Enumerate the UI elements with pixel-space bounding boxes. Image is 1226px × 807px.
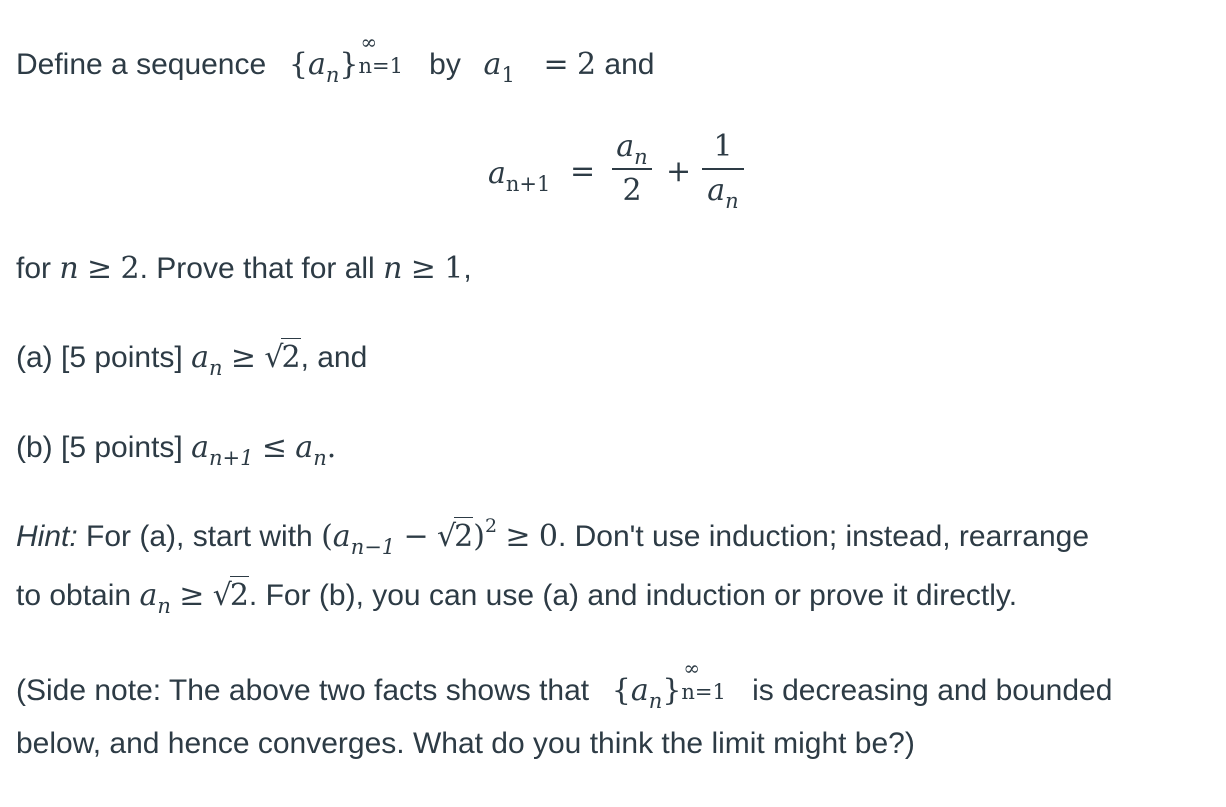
side-sub: n [648, 689, 663, 713]
part-a-geq: ≥ [230, 340, 256, 375]
cond-n1: n [59, 251, 79, 286]
part-a-var: a [191, 340, 209, 375]
side-sup: ∞ [683, 656, 701, 680]
frac2-den [702, 172, 744, 213]
side-note-line-1 [16, 656, 1113, 713]
hint-radicand-2: 2 [229, 578, 249, 613]
hint-text2: . Don't use induction; instead, rearrange [557, 520, 1090, 553]
side-note-line-2 [16, 729, 915, 759]
hint-sub2: n [157, 594, 171, 618]
hint-radical-sign-2: √ [212, 578, 232, 613]
hint-line-2 [16, 578, 1018, 618]
hint-label: Hint: [16, 520, 78, 553]
intro-line [16, 30, 655, 87]
frac1-den: 2 [622, 172, 642, 208]
frac2-num: 1 [713, 129, 733, 164]
hint-radical-sign: √ [437, 519, 457, 554]
hint-minus: − [403, 519, 429, 554]
hint-geq: ≥ [505, 519, 531, 554]
hint-open-paren: ( [321, 519, 333, 554]
a1-val: 2 [576, 47, 597, 82]
hint-line2-prefix: to obtain [16, 579, 132, 612]
side-subscript: n=1 [681, 680, 726, 704]
part-b-label: (b) [5 points] [16, 431, 183, 464]
intro-by: by [429, 48, 461, 81]
frac1-num [612, 129, 652, 169]
eq-lhs [488, 156, 551, 196]
cond-n2: n [383, 251, 403, 286]
hint-close-paren: ) [473, 519, 485, 554]
eq-lhs-sub: n+1 [505, 172, 551, 196]
seq-sub-range: n=1 [358, 54, 403, 78]
hint-zero: 0 [538, 519, 558, 554]
intro-and: and [604, 48, 655, 81]
hint-var: a [332, 519, 351, 554]
seq-sub: n [325, 63, 340, 87]
frac2-den-sub: n [725, 188, 739, 213]
cond-one: 1 [444, 251, 464, 286]
part-a [16, 340, 368, 380]
part-a-sub: n [208, 356, 223, 380]
intro-prefix: Define a sequence [16, 48, 267, 81]
hint-text1: For (a), start with [86, 520, 313, 553]
side-set-open: { [611, 673, 631, 708]
side-var: a [630, 673, 649, 708]
seq-sup: ∞ [360, 30, 378, 54]
fraction-an-over-2 [612, 129, 652, 208]
frac2-bar [702, 168, 744, 170]
frac1-num-var: a [616, 129, 635, 164]
hint-sub: n−1 [350, 535, 396, 559]
hint-sqrt-2 [437, 519, 474, 554]
part-b [16, 430, 337, 470]
hint-var2: a [139, 578, 158, 613]
frac1-num-sub: n [634, 145, 648, 169]
radical-sign: √ [264, 340, 284, 375]
cond-for: for [16, 252, 52, 285]
hint-square: 2 [484, 515, 498, 537]
side-note-prefix: (Side note: The above two facts shows that [16, 674, 590, 707]
part-b-var2: a [295, 430, 314, 465]
set-close-brace: } [339, 47, 359, 82]
hint-text3: . For (b), you can use (a) and induction or prove it directly. [248, 579, 1018, 612]
cond-two: 2 [120, 251, 140, 286]
cond-geq2: ≥ [410, 251, 436, 286]
hint-radicand: 2 [454, 519, 474, 554]
hint-geq2: ≥ [179, 578, 205, 613]
seq-index-range [358, 30, 406, 78]
a1-eq: = [543, 47, 569, 82]
condition-line [16, 251, 472, 286]
a1-var: a [483, 47, 502, 82]
part-a-tail: , and [300, 341, 368, 374]
part-b-var1: a [191, 430, 209, 465]
part-b-sub2: n [313, 446, 327, 470]
set-open-brace: { [288, 47, 308, 82]
side-index-range [681, 656, 729, 704]
fraction-1-over-an [702, 129, 744, 213]
hint-sqrt-2b [212, 578, 249, 613]
a1-sub: 1 [501, 63, 515, 87]
eq-lhs-var: a [488, 156, 506, 191]
hint-line-1 [16, 515, 1090, 559]
side-note-line2: below, and hence converges. What do you think the limit might be?) [16, 727, 915, 760]
frac2-den-var: a [707, 172, 726, 208]
radicand: 2 [281, 340, 301, 375]
part-a-label: (a) [5 points] [16, 341, 183, 374]
part-b-tail: . [326, 430, 337, 465]
cond-prove: . Prove that for all [139, 252, 375, 285]
cond-geq1: ≥ [87, 251, 113, 286]
side-note-text1: is decreasing and bounded [752, 674, 1113, 707]
seq-var: a [307, 47, 326, 82]
eq-sign: = [570, 154, 596, 189]
sqrt-2 [264, 340, 301, 375]
plus-sign: + [666, 154, 692, 189]
side-set-close: } [662, 673, 682, 708]
cond-comma: , [463, 252, 472, 285]
part-b-leq: ≤ [261, 430, 287, 465]
part-b-sub1: n+1 [208, 446, 254, 470]
